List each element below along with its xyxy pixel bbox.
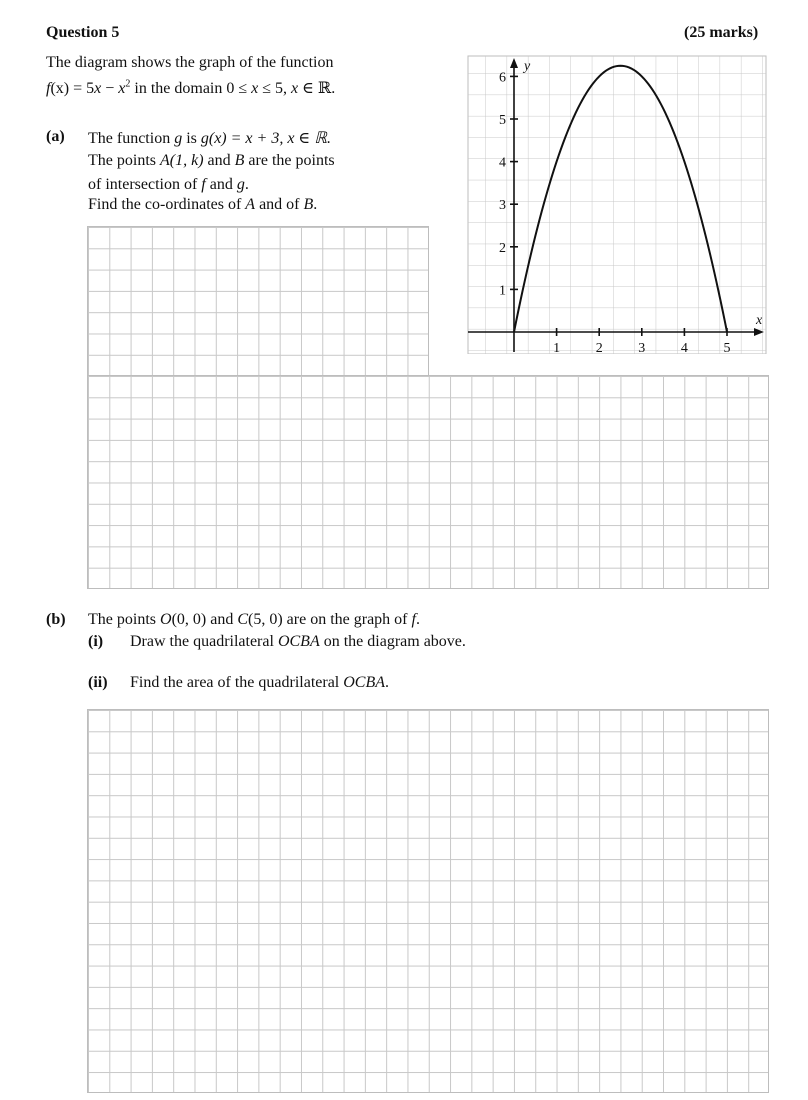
y-tick-label: 2	[499, 240, 506, 256]
intro-function-line	[46, 78, 335, 98]
y-axis-label: y	[524, 59, 531, 74]
part-b-ii-text	[130, 674, 389, 692]
part-b-ii-label: (ii)	[88, 674, 108, 691]
answer-grid-b[interactable]	[87, 709, 769, 1093]
x-tick-label: 2	[595, 341, 603, 354]
part-a-line2-end: are the points	[244, 152, 335, 169]
part-a-line4-B: B	[303, 196, 314, 213]
intro-func-arg: (x) = 5	[50, 80, 95, 97]
answer-grid-a-top[interactable]	[87, 226, 429, 376]
y-tick-label: 3	[499, 198, 506, 214]
part-b-i-pre: Draw the quadrilateral	[130, 633, 278, 650]
intro-line1: The diagram shows the graph of the function	[46, 54, 334, 71]
part-b-f: f	[411, 611, 416, 628]
intro-domain-x2: x	[291, 80, 299, 97]
part-b-O-coords: (0, 0) and	[171, 611, 238, 628]
part-a-line4-pre: Find the co-ordinates of	[88, 196, 246, 213]
part-b-i-label: (i)	[88, 633, 104, 650]
question-title: Question 5	[46, 24, 120, 41]
intro-func-sup: 2	[125, 78, 131, 90]
part-a-line3-f: f	[201, 176, 206, 193]
part-b-i-shape: OCBA	[277, 633, 320, 650]
part-b-ii-end: .	[385, 674, 390, 691]
part-a-line3-pre: of intersection of	[88, 176, 202, 193]
intro-func-x: x	[94, 80, 102, 97]
intro-func-x2: x	[118, 80, 126, 97]
x-tick-label: 3	[638, 341, 646, 354]
part-b-C-coords: (5, 0) are on the graph of	[248, 611, 412, 628]
part-a-line2-A: A(1, k)	[160, 152, 204, 169]
part-a-line2-mid: and	[203, 152, 235, 169]
part-b-i-text	[130, 633, 466, 651]
part-a-line4-A: A	[245, 196, 256, 213]
y-tick-label: 1	[499, 283, 506, 299]
y-tick-label: 5	[499, 113, 506, 128]
x-tick-label: 4	[680, 341, 688, 354]
part-a-line4	[88, 196, 317, 214]
part-a-line1-g: g	[174, 130, 183, 147]
y-tick-label: 4	[499, 155, 506, 171]
part-a-line3-and: and	[205, 176, 237, 193]
part-a-line1	[88, 128, 331, 148]
intro-func-f: f	[46, 80, 51, 97]
part-b-line1-end: .	[415, 611, 420, 628]
part-a-line1-is: is	[182, 130, 201, 147]
y-tick-label: 6	[499, 70, 506, 86]
part-a-line2-pre: The points	[88, 152, 160, 169]
x-tick-label: 5	[723, 341, 731, 354]
part-b-i-end: on the diagram above.	[319, 633, 466, 650]
intro-domain-text: in the domain 0 ≤	[130, 80, 252, 97]
part-a-line3-g: g	[236, 176, 245, 193]
part-a-line3	[88, 176, 249, 194]
intro-domain-mid: ≤ 5,	[258, 80, 292, 97]
part-b-line1	[88, 611, 420, 629]
function-graph	[464, 52, 770, 354]
x-axis-label: x	[756, 313, 763, 328]
part-a-line1-pre: The function	[88, 130, 175, 147]
answer-grid-a-bottom[interactable]	[87, 375, 769, 589]
intro-domain-x: x	[251, 80, 259, 97]
part-a-line4-and: and of	[255, 196, 304, 213]
part-b-ii-pre: Find the area of the quadrilateral	[130, 674, 344, 691]
marks-label: (25 marks)	[684, 24, 759, 41]
part-b-O: O	[160, 611, 172, 628]
part-a-label: (a)	[46, 128, 65, 145]
intro-func-minus: −	[101, 80, 119, 97]
part-a-line2-B: B	[234, 152, 245, 169]
part-a-line1-def: g(x) = x + 3, x ∈ ℝ.	[200, 130, 331, 147]
part-b-ii-shape: OCBA	[343, 674, 386, 691]
part-a-line4-end: .	[313, 196, 318, 213]
part-b-C: C	[237, 611, 248, 628]
x-tick-label: 1	[553, 341, 561, 354]
part-a-line3-end: .	[244, 176, 249, 193]
intro-domain-end: ∈ ℝ.	[298, 80, 336, 97]
part-b-line1-pre: The points	[88, 611, 160, 628]
part-b-label: (b)	[46, 611, 66, 628]
part-a-line2	[88, 152, 335, 170]
